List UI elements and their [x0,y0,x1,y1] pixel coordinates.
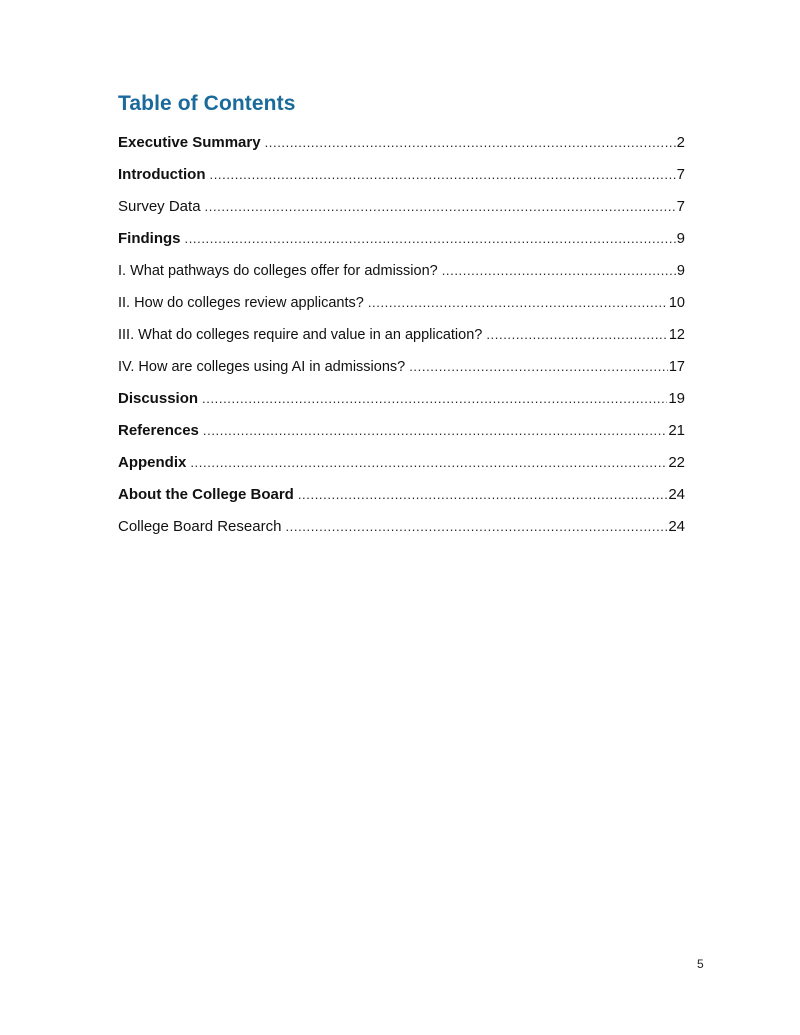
toc-leader-dots [368,290,668,316]
toc-leader-dots [205,194,676,220]
toc-entry-findings[interactable] [118,226,685,258]
toc-entry-page: 21 [668,422,685,439]
toc-entry-label: Findings [118,230,181,247]
toc-entry-review-applicants[interactable] [118,290,685,322]
toc-leader-dots [209,162,675,188]
toc-entry-require-value[interactable] [118,322,685,354]
toc-entry-page: 12 [668,327,685,343]
toc-entry-executive-summary[interactable] [118,130,685,162]
toc-entry-college-board-research[interactable] [118,514,685,546]
toc-entry-survey-data[interactable] [118,194,685,226]
toc-entry-discussion[interactable] [118,386,685,418]
toc-leader-dots [190,450,667,476]
toc-entry-label: I. What pathways do colleges offer for admission? [118,263,438,279]
toc-entry-label: College Board Research [118,518,282,535]
toc-entry-page: 22 [668,454,685,471]
toc-leader-dots [265,130,676,156]
toc-entry-page: 7 [676,166,685,183]
toc-entry-page: 2 [676,134,685,151]
toc-entry-label: Discussion [118,390,199,407]
toc-entry-label: Survey Data [118,198,201,215]
toc-entry-label: Executive Summary [118,134,261,151]
toc-leader-dots [285,514,667,540]
toc-entry-page: 19 [668,390,685,407]
toc-entry-page: 10 [668,295,685,311]
toc-leader-dots [409,354,668,380]
toc-entry-label: About the College Board [118,486,294,503]
toc-heading: Table of Contents [118,92,296,115]
toc-entry-page: 9 [676,230,685,247]
toc-leader-dots [202,386,667,412]
toc-entry-page: 9 [676,263,685,279]
toc-entry-page: 24 [668,486,685,503]
toc-entry-label: Introduction [118,166,206,183]
toc-leader-dots [298,482,667,508]
toc-entry-ai-admissions[interactable] [118,354,685,386]
toc-leader-dots [185,226,676,252]
toc-entry-about-college-board[interactable] [118,482,685,514]
toc-entry-page: 17 [668,359,685,375]
toc-entry-references[interactable] [118,418,685,450]
toc-leader-dots [486,322,668,348]
toc-entry-label: Appendix [118,454,187,471]
toc-entry-label: II. How do colleges review applicants? [118,295,364,311]
toc-entry-pathways[interactable] [118,258,685,290]
toc-entry-introduction[interactable] [118,162,685,194]
page-number: 5 [697,957,704,971]
toc-entry-label: III. What do colleges require and value in an application? [118,327,483,343]
toc-leader-dots [442,258,676,284]
toc-entry-appendix[interactable] [118,450,685,482]
toc-entry-label: References [118,422,199,439]
toc-entry-label: IV. How are colleges using AI in admissions? [118,359,406,375]
toc-entry-page: 24 [668,518,685,535]
toc-leader-dots [203,418,667,444]
toc-entry-page: 7 [676,198,685,215]
toc-list [118,130,685,546]
